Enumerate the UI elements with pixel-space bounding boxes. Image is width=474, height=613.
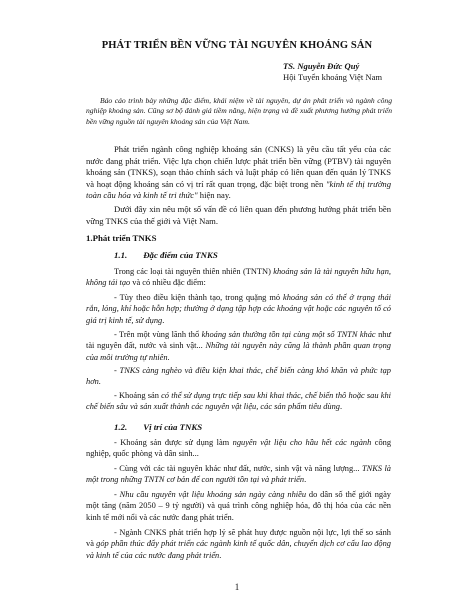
subsection-heading-1-1 [114, 250, 218, 260]
bullet-text: - Cùng với các tài nguyên khác như đất, nước, sinh vật và năng lượng... [114, 464, 362, 473]
author-affiliation: Hội Tuyển khoáng Việt Nam [283, 72, 383, 82]
intro-paragraph-1 [86, 144, 391, 202]
section-heading-1: 1.Phát triển TNKS [86, 233, 157, 243]
bullet-italic: - Nhu cầu nguyên vật liệu khoáng sản ngày càng nhiều [114, 490, 307, 499]
bullet-mid: như tài nguyên đất, nước và sinh vật... [86, 330, 391, 351]
bullet-italic: góp phần thúc đẩy phát triển các ngành kinh tế quốc dân, chuyển dịch cơ cấu lao động và kinh tế của các nước đang phát triển [86, 539, 391, 560]
bullet-1-1-b [86, 329, 391, 363]
bullet-text: - Trên một vùng lãnh thổ [114, 330, 202, 339]
bullet-italic: khoáng sản có thể ở trạng thái rắn, lỏng, khí hoặc hỗn hợp; thường ở dạng tập hợp các khoáng vật hoặc các nguyên tố có giá trị kinh tế, sử dụng [86, 293, 391, 325]
bullet-1-2-a [86, 437, 391, 460]
paper-title: PHÁT TRIỂN BỀN VỮNG TÀI NGUYÊN KHOÁNG SẢN [101, 40, 373, 51]
bullet-tail: . [167, 352, 170, 362]
abstract: Báo cáo trình bày những đặc điểm, khái niệm về tài nguyên, dự án phát triển và ngành công nghiệp khoáng sản. Cũng sơ bộ đánh giá tiềm năng, hiện trạng và đề xuất phương hướng phát triển bền vững nguồn tài nguyên khoáng sản của Việt Nam. [86, 96, 392, 126]
author-block [283, 61, 382, 83]
bullet-1-2-b [86, 463, 391, 486]
bullet-italic: có thể sử dụng trực tiếp sau khi khai thác, chế biến thô hoặc sau khi chế biến sâu và sản xuất thành các nguyên vật liệu, các sản phẩm tiêu dùng [86, 391, 391, 412]
bullet-text: - Tùy theo điều kiện thành tạo, trong quặng mỏ [114, 293, 284, 302]
bullet-1-2-c [86, 489, 391, 523]
subsection-label: 1.2. [114, 422, 128, 432]
author-name: TS. Nguyễn Đức Quý [283, 61, 360, 71]
intro-p1-italic: "kinh tế thị trường toàn cầu hóa và kinh tế tri thức" [86, 178, 392, 201]
subsection-title: Đặc điểm của TNKS [143, 250, 218, 260]
bullet-text: - Ngành CNKS phát triển hợp lý sẽ phát huy được nguồn nội lực, lợi thế so sánh và [86, 528, 391, 549]
lead-text: Trong các loại tài nguyên thiên nhiên (TNTN) [114, 267, 274, 276]
lead-italic: khoáng sản là tài nguyên hữu hạn, không tái tạo [86, 267, 391, 288]
bullet-tail: . [339, 402, 343, 412]
bullet-1-1-c: - TNKS càng nghèo và điều kiện khai thác, chế biến càng khó khăn và phức tạp hơn. [86, 366, 391, 387]
paragraph-1-1-lead [86, 266, 391, 289]
lead-tail: và có nhiều đặc điểm: [130, 278, 206, 288]
subsection-title: Vị trí của TNKS [143, 422, 203, 432]
bullet-text: - Khoáng sản được sử dụng làm [114, 438, 233, 447]
intro-p1-tail: hiện nay. [197, 190, 231, 201]
intro-p1-text: Phát triển ngành công nghiệp khoáng sản (CNKS) là yêu cầu tất yếu của các nước đang phát triển. Việc lựa chọn chiến lược phát triển bền vững (PTBV) tài nguyên khoáng sản (TNKS), soạn thảo chính sách và luật pháp có liên quan đến quản lý TNKS và hoạt động khoáng sản có vị trí rất quan trọng, đặc biệt trong nền [86, 144, 391, 189]
bullet-text: do dân số thế giới ngày một tăng (năm 2050 – 9 tỷ người) và quá trình công nghiệp hóa, đô thị hóa của các nền kinh tế mới nổi và các nước đang phát triển. [86, 490, 391, 522]
bullet-italic: TNKS là một trong những TNTN cơ bản để con người tồn tại và phát triển [86, 464, 391, 485]
page-number: 1 [234, 582, 240, 592]
bullet-tail: . [219, 550, 222, 560]
bullet-1-1-a [86, 292, 391, 326]
intro-paragraph-2: Dưới đây xin nêu một số vấn đề có liên quan đến phương hướng phát triển bền vững TNKS của thế giới và Việt Nam. [86, 204, 391, 226]
bullet-1-1-d [86, 390, 391, 413]
bullet-text: - Khoáng sản [114, 391, 162, 400]
bullet-1-2-d [86, 527, 391, 561]
subsection-heading-1-2 [114, 422, 202, 432]
bullet-italic: nguyên vật liệu cho hầu hết các ngành [232, 438, 372, 447]
bullet-tail: . [162, 315, 165, 325]
bullet-tail: công nghiệp, quốc phòng và dân sinh... [86, 438, 392, 459]
bullet-tail: . [304, 475, 307, 485]
bullet-italic-2: Những tài nguyên này cũng là thành phần quan trọng của môi trường tự nhiên [86, 341, 391, 362]
bullet-italic: khoáng sản thường tồn tại cùng một số TNTN khác [201, 330, 376, 339]
subsection-label: 1.1. [114, 250, 128, 260]
